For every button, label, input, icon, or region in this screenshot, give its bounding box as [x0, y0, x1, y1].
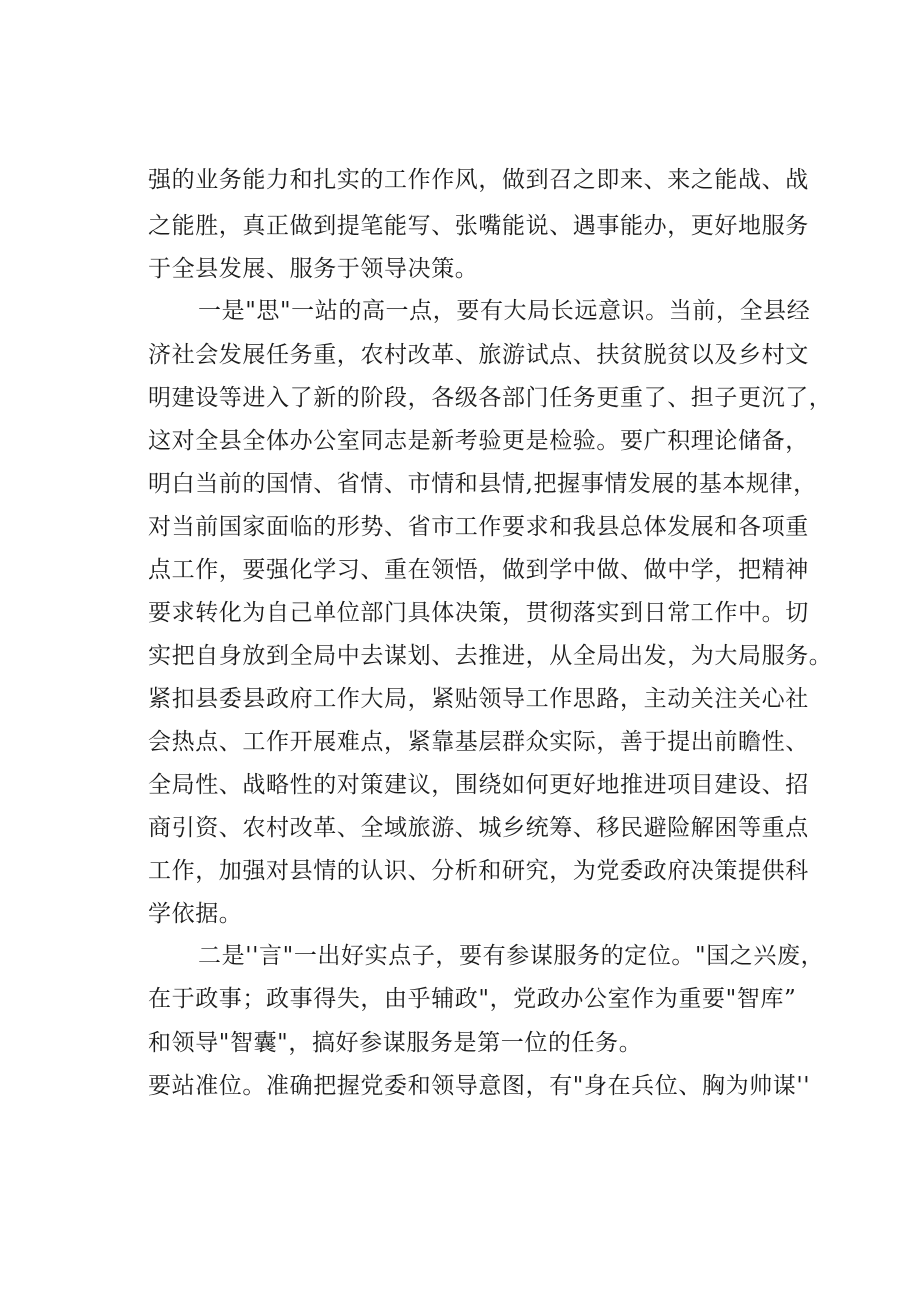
text-line: 明白当前的国情、省情、市情和县情,把握事情发展的基本规律， [148, 471, 817, 497]
paragraph-start-line: 一是"思"一站的高一点，要有大局长远意识。当前，全县经 [198, 298, 811, 324]
text-line: 商引资、农村改革、全域旅游、城乡统筹、移民避险解困等重点 [148, 815, 809, 841]
text-line: 于全县发展、服务于领导决策。 [148, 256, 479, 282]
text-line: 明建设等进入了新的阶段，各级各部门任务更重了、担子更沉了， [148, 385, 833, 411]
text-line: 实把自身放到全局中去谋划、去推进，从全局出发，为大局服务。 [148, 643, 833, 669]
text-line: 济社会发展任务重，农村改革、旅游试点、扶贫脱贫以及乡村文 [148, 342, 809, 368]
text-line: 要求转化为自己单位部门具体决策，贯彻落实到日常工作中。切 [148, 600, 809, 626]
text-line: 在于政事；政事得失，由乎辅政"，党政办公室作为重要"智库” [148, 986, 797, 1012]
text-line: 强的业务能力和扎实的工作作风，做到召之即来、来之能战、战 [148, 167, 809, 193]
text-line: 紧扣县委县政府工作大局，紧贴领导工作思路，主动关注关心社 [148, 686, 809, 712]
text-line: 对当前国家面临的形势、省市工作要求和我县总体发展和各项重 [148, 514, 809, 540]
text-line: 工作，加强对县情的认识、分析和研究，为党委政府决策提供科 [148, 858, 809, 884]
text-line: 学依据。 [148, 901, 243, 927]
text-line: 要站准位。准确把握党委和领导意图，有"身在兵位、胸为帅谋'' [148, 1073, 811, 1099]
text-line: 全局性、战略性的对策建议，围绕如何更好地推进项目建设、招 [148, 772, 809, 798]
paragraph-start-line: 二是''言"一出好实点子，要有参谋服务的定位。"国之兴废， [198, 943, 825, 969]
text-line: 这对全县全体办公室同志是新考验更是检验。要广积理论储备， [148, 428, 809, 454]
text-line: 点工作，要强化学习、重在领悟，做到学中做、做中学，把精神 [148, 557, 809, 583]
text-line: 和领导"智囊"，搞好参谋服务是第一位的任务。 [148, 1030, 643, 1056]
text-line: 会热点、工作开展难点，紧靠基层群众实际，善于提出前瞻性、 [148, 729, 809, 755]
text-line: 之能胜，真正做到提笔能写、张嘴能说、遇事能办，更好地服务 [148, 213, 809, 239]
